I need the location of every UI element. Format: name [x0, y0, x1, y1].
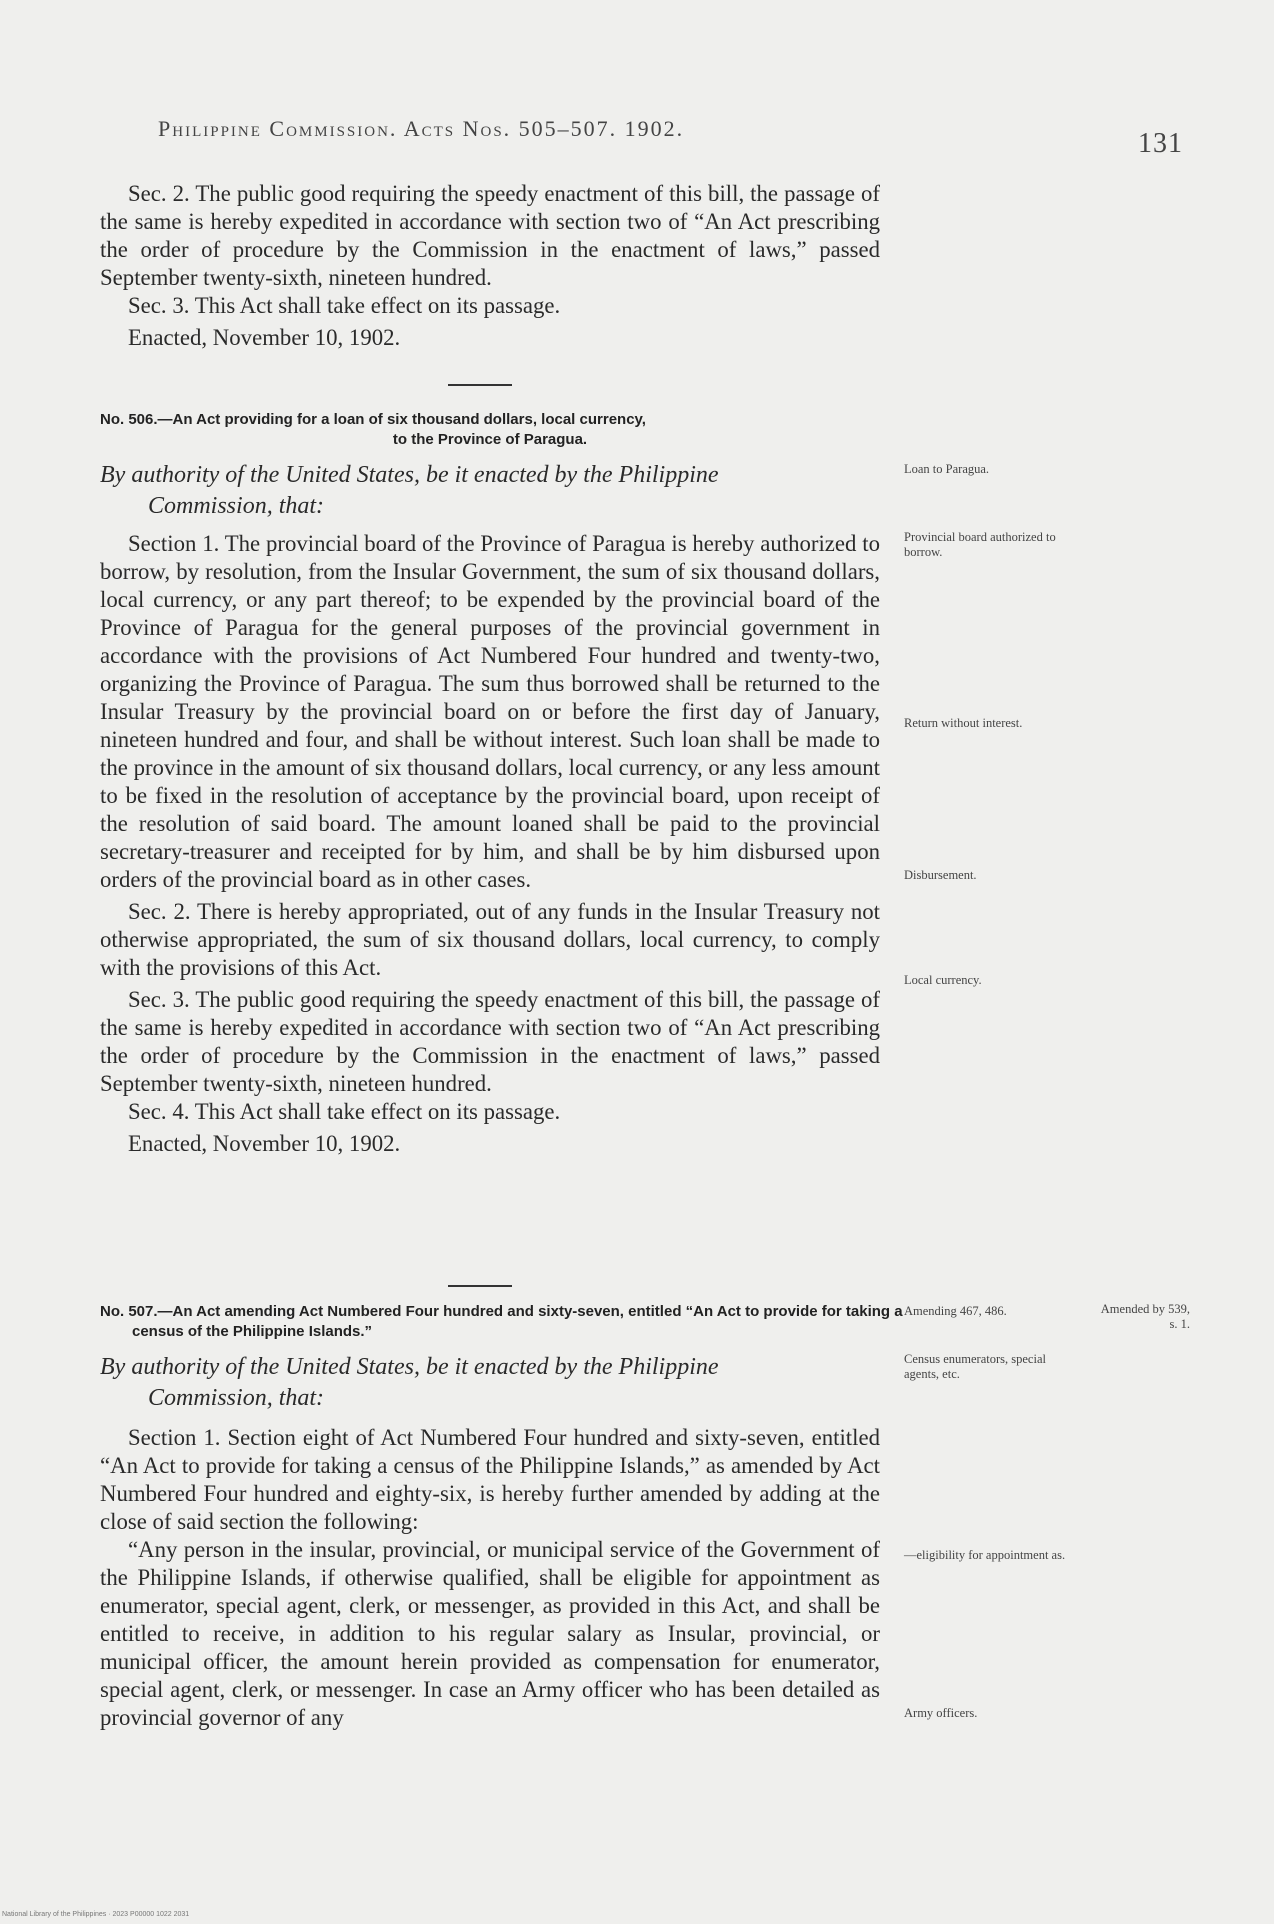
act-505-tail — [100, 180, 880, 352]
act-507-title: No. 507.—An Act amending Act Numbered Four hundred and sixty-seven, entitled “An Act to provide for taking a census of the Philippine Islands.” — [100, 1303, 903, 1340]
page-number: 131 — [1138, 128, 1183, 159]
margin-note-amending: Amending 467, 486. — [904, 1304, 1007, 1318]
act-506-title-line-1: No. 506.—An Act providing for a loan of six thousand dollars, local currency, — [100, 411, 646, 428]
act-507-enact-line-2: Commission, that: — [148, 1385, 325, 1411]
margin-note-amended-by: Amended by 539, s. 1. — [1100, 1302, 1190, 1331]
page-header — [158, 116, 1183, 159]
act-507-quoted-text: “Any person in the insular, provincial, or municipal service of the Government of the Philippine Islands, if otherwise qualified, shall be eligible for appointment as enumerator, special agent, clerk, or messenger, as provided in this Act, and shall be entitled to receive, in addition to his regular salary as Insular, provincial, or municipal officer, the amount herein provided as compensation for enumerator, special agent, clerk, or messenger. In case an Army officer who has been detailed as provincial governor of any — [100, 1537, 880, 1730]
act-506-sec-3: Sec. 3. The public good requiring the speedy enactment of this bill, the passage of the same is hereby expedited in accordance with section two of “An Act prescribing the order of procedure by the Commission in the enactment of laws,” passed September twenty-sixth, nineteen hundred. — [100, 987, 880, 1096]
digitization-credit: National Library of the Philippines · 2023 P00000 1022 2031 — [2, 1911, 190, 1918]
act-507-enact-line-1: By authority of the United States, be it enacted by the Philippine — [100, 1354, 719, 1380]
margin-note-currency: Local currency. — [904, 973, 982, 987]
margin-note-census: Census enumerators, special agents, etc. — [904, 1352, 1046, 1381]
margin-note-loan: Loan to Paragua. — [904, 462, 990, 476]
act-507-enacting-clause — [100, 1352, 880, 1414]
act-506-sec-4: Sec. 4. This Act shall take effect on its passage. — [128, 1099, 561, 1124]
act-506-sec-2: Sec. 2. There is hereby appropriated, out of any funds in the Insular Treasury not otherwise appropriated, the sum of six thousand dollars, local currency, to comply with the provisions of this Act. — [100, 899, 880, 980]
act-506-title — [100, 410, 880, 450]
act-506-title-line-2: to the Province of Paragua. — [392, 431, 588, 448]
section-divider — [448, 384, 512, 386]
act-507-sec-1: Section 1. Section eight of Act Numbered Four hundred and sixty-seven, entitled “An Act to provide for taking a census of the Philippine Islands,” as amended by Act Numbered Four hundred and eighty-six, is hereby further amended by adding at the close of said section the following: — [100, 1425, 880, 1534]
act-506-enact-line-2: Commission, that: — [148, 493, 325, 519]
act-505-enacted: Enacted, November 10, 1902. — [128, 325, 401, 350]
act-506-body — [100, 530, 880, 1158]
act-505-sec-2: Sec. 2. The public good requiring the speedy enactment of this bill, the passage of the same is hereby expedited in accordance with section two of “An Act prescribing the order of procedure by the Commission in the enactment of laws,” passed September twenty-sixth, nineteen hundred. — [100, 181, 880, 290]
margin-note-disbursement: Disbursement. — [904, 868, 977, 882]
margin-note-return: Return without interest. — [904, 716, 1023, 730]
margin-note-army: Army officers. — [904, 1706, 978, 1720]
act-506-enact-line-1: By authority of the United States, be it enacted by the Philippine — [100, 462, 719, 488]
margin-note-board: Provincial board authorized to borrow. — [904, 530, 1056, 559]
act-505-sec-3: Sec. 3. This Act shall take effect on its passage. — [128, 293, 561, 318]
running-title: Philippine Commission. Acts Nos. 505–507. 1902. — [158, 116, 685, 141]
section-divider — [448, 1285, 512, 1287]
margin-note-eligibility: —eligibility for appointment as. — [904, 1548, 1066, 1562]
act-506-sec-1: Section 1. The provincial board of the Province of Paragua is hereby authorized to borrow, by resolution, from the Insular Government, the sum of six thousand dollars, local currency, or any part thereof; to be expended by the provincial board of the Province of Paragua for the general purposes of the provincial government in accordance with the provisions of Act Numbered Four hundred and twenty-two, organizing the Province of Paragua. The sum thus borrowed shall be returned to the Insular Treasury by the provincial board on or before the first day of January, nineteen hundred and four, and shall be without interest. Such loan shall be made to the province in the amount of six thousand dollars, local currency, or any less amount to be fixed in the resolution of acceptance by the provincial board, upon receipt of the resolution of said board. The amount loaned shall be paid to the provincial secretary-treasurer and receipted for by him, and shall be by him disbursed upon orders of the provincial board as in other cases. — [100, 531, 880, 892]
act-506-enacting-clause — [100, 460, 880, 522]
act-507-body — [100, 1424, 880, 1732]
act-506-enacted: Enacted, November 10, 1902. — [128, 1131, 401, 1156]
